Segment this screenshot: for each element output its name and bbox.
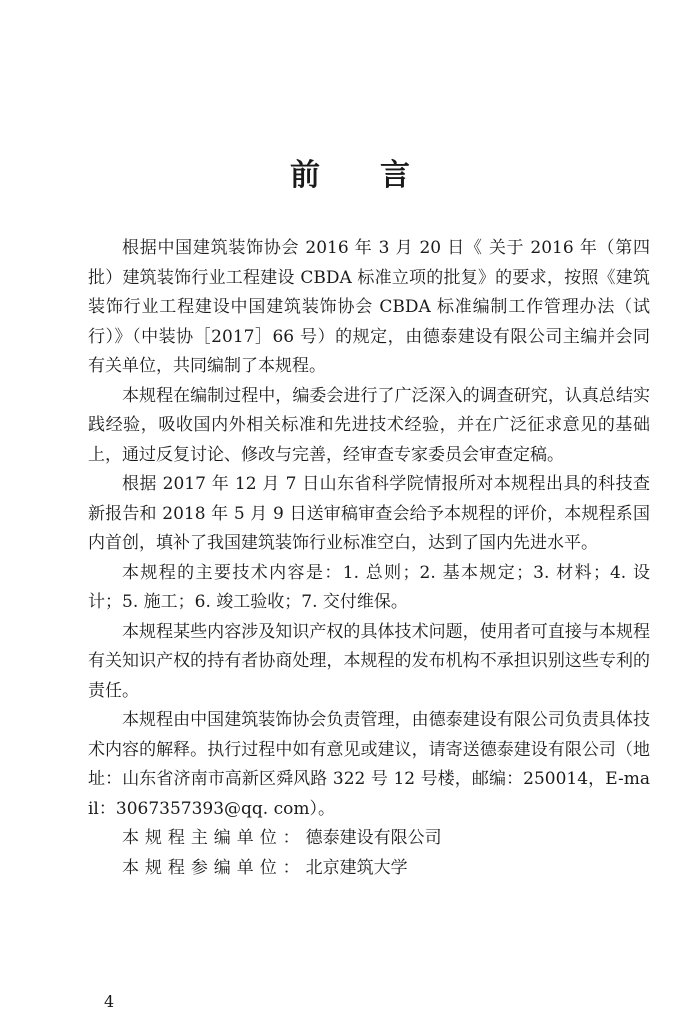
participating-unit-value: 北京建筑大学 [305,857,408,878]
participating-unit-label: 本规程参编单位： [122,857,306,878]
paragraph-approval: 根据中国建筑装饰协会 2016 年 3 月 20 日《 关于 2016 年（第四批）建筑装饰行业工程建设 CBDA 标准立项的批复》的要求，按照《建筑装饰行业工程建设中国建筑装饰协会 CBDA 标准编制工作管理办法（试行）》（中装协［2017］66 号）的规定，由德泰建设有限公司主编并会同有关单位，共同编制了本规程。 [88,238,650,376]
preface-body [88,234,650,883]
page-title [0,150,700,194]
paragraph-intellectual-property: 本规程某些内容涉及知识产权的具体技术问题，使用者可直接与本规程有关知识产权的持有者协商处理，本规程的发布机构不承担识别这些专利的责任。 [88,621,650,701]
paragraph-management: 本规程由中国建筑装饰协会负责管理，由德泰建设有限公司负责具体技术内容的解释。执行过程中如有意见或建议，请寄送德泰建设有限公司（地址：山东省济南市高新区舜风路 322 号 12 号楼，邮编：250014，E-mail：3067357393@qq. com）。 [88,710,650,819]
participating-unit-line [88,854,650,884]
title-part-2: 言 [380,158,410,193]
paragraph-technical-content: 本规程的主要技术内容是：1. 总则；2. 基本规定；3. 材料；4. 设计；5. 施工；6. 竣工验收；7. 交付维保。 [88,562,650,612]
chief-editor-unit-value: 德泰建设有限公司 [305,828,442,848]
title-part-1: 前 [290,158,320,193]
paragraph-compilation-process: 本规程在编制过程中，编委会进行了广泛深入的调查研究，认真总结实践经验，吸收国内外相关标准和先进技术经验，并在广泛征求意见的基础上，通过反复讨论、修改与完善，经审查专家委员会审查定稿。 [88,385,650,465]
chief-editor-unit-label: 本规程主编单位： [122,828,306,848]
chief-editor-unit-line [88,824,650,854]
page-number: 4 [104,992,115,1011]
paragraph-evaluation: 根据 2017 年 12 月 7 日山东省科学院情报所对本规程出具的科技查新报告和 2018 年 5 月 9 日送审稿审查会给予本规程的评价，本规程系国内首创，填补了我国建筑装饰行业标准空白，达到了国内先进水平。 [88,474,650,553]
